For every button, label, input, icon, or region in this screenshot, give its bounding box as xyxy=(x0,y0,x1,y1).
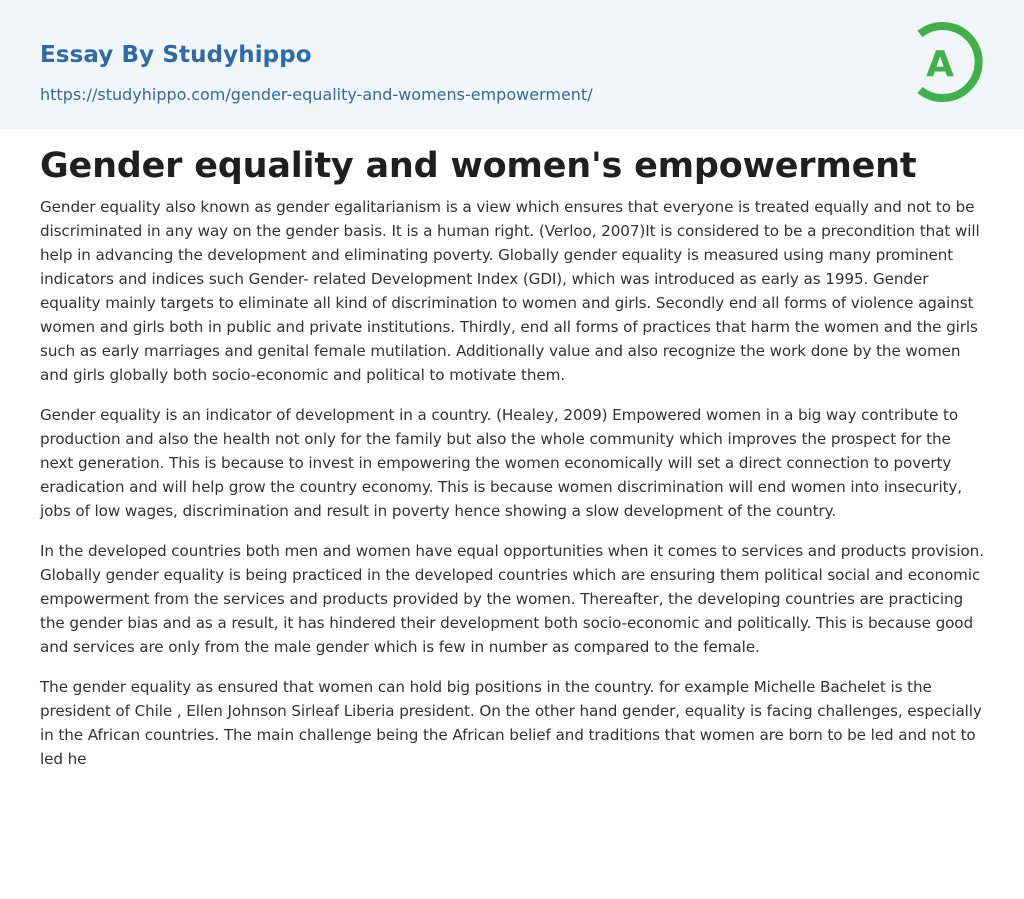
article-url-link[interactable]: https://studyhippo.com/gender-equality-and-womens-empowerment/ xyxy=(40,85,593,104)
article-body xyxy=(40,195,988,787)
brand-name[interactable]: Essay By Studyhippo xyxy=(40,42,312,68)
article-paragraph-1: Gender equality also known as gender egalitarianism is a view which ensures that everyone is treated equally and not to be discriminated in any way on the gender basis. It is a human right. (Verloo, 2007)It is considered to be a precondition that will help in advancing the development and eliminating poverty. Globally gender equality is measured using many prominent indicators and indices such Gender- related Development Index (GDI), which was introduced as early as 1995. Gender equality mainly targets to eliminate all kind of discrimination to women and girls. Secondly end all forms of violence against women and girls both in public and private institutions. Thirdly, end all forms of practices that harm the women and the girls such as early marriages and genital female mutilation. Additionally value and also recognize the work done by the women and girls globally both socio-economic and political to motivate them. xyxy=(40,198,980,384)
article-paragraph-4: The gender equality as ensured that women can hold big positions in the country. for example Michelle Bachelet is the president of Chile , Ellen Johnson Sirleaf Liberia president. On the other hand gender, equality is facing challenges, especially in the African countries. The main challenge being the African belief and traditions that women are born to be led and not to led he xyxy=(40,678,982,768)
article-paragraph-2: Gender equality is an indicator of development in a country. (Healey, 2009) Empowered women in a big way contribute to production and also the health not only for the family but also the whole community which improves the prospect for the next generation. This is because to invest in empowering the women economically will set a direct connection to poverty eradication and will help grow the country economy. This is because women discrimination will end women into insecurity, jobs of low wages, discrimination and result in poverty hence showing a slow development of the country. xyxy=(40,406,963,520)
site-header xyxy=(0,0,1024,129)
article-title: Gender equality and women's empowerment xyxy=(40,146,917,186)
logo-letter: A xyxy=(926,44,954,85)
article-paragraph-3: In the developed countries both men and women have equal opportunities when it comes to services and products provision. Globally gender equality is being practiced in the developed countries which are ensuring them political social and economic empowerment from the services and products provided by the women. Thereafter, the developing countries are practicing the gender bias and as a result, it has hindered their development both socio-economic and politically. This is because good and services are only from the male gender which is few in number as compared to the female. xyxy=(40,542,984,656)
studyhippo-logo-icon[interactable] xyxy=(908,18,988,106)
